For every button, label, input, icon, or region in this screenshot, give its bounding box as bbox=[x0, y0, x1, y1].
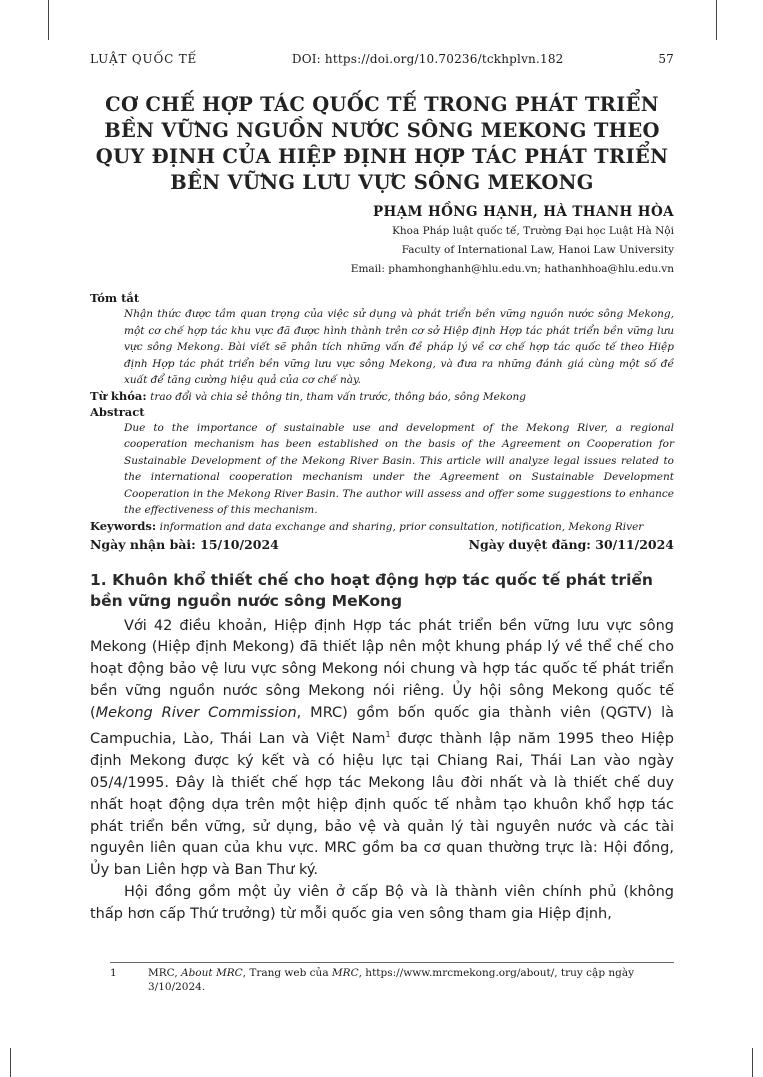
abstract-section bbox=[90, 291, 674, 552]
keywords-en bbox=[90, 519, 674, 535]
keywords-vi-label: Từ khóa: bbox=[90, 388, 147, 403]
crop-mark bbox=[716, 0, 717, 40]
footnote-italic: About MRC bbox=[181, 967, 243, 979]
affiliation-vi: Khoa Pháp luật quốc tế, Trường Đại học Luật Hà Nội bbox=[392, 225, 674, 237]
body-paragraph bbox=[90, 616, 674, 882]
paragraph-italic: Mekong River Commission bbox=[95, 704, 297, 721]
crop-mark bbox=[752, 1048, 753, 1077]
affiliation-en: Faculty of International Law, Hanoi Law University bbox=[401, 244, 674, 256]
affiliation bbox=[90, 222, 674, 279]
date-received: Ngày nhận bài: 15/10/2024 bbox=[90, 536, 279, 552]
running-header bbox=[90, 52, 674, 66]
article-title: CƠ CHẾ HỢP TÁC QUỐC TẾ TRONG PHÁT TRIỂN BỀN VỮNG NGUỒN NƯỚC SÔNG MEKONG THEO QUY ĐỊNH CỦA HIỆP ĐỊNH HỢP TÁC PHÁT TRIỂN BỀN VỮNG LƯU VỰC SÔNG MEKONG bbox=[95, 93, 669, 194]
paragraph-text: Với 42 điều khoản, Hiệp định Hợp tác phát triển bền vững lưu vực sông Mekong (Hiệp định Mekong) đã thiết lập nên một khung pháp lý về thể chế cho hoạt động bảo vệ lưu vực sông Mekong nói chung và hợp tác quốc tế phát triển bền vững nguồn nước sông Mekong nói riêng. Ủy hội sông Mekong quốc tế ( bbox=[90, 617, 674, 721]
footnote-italic: MRC bbox=[331, 967, 359, 979]
footnote-part: , Trang web của bbox=[242, 967, 332, 979]
page-number: 57 bbox=[658, 52, 674, 66]
authors: PHẠM HỒNG HẠNH, HÀ THANH HÒA bbox=[372, 204, 674, 220]
keywords-en-label: Keywords: bbox=[90, 518, 157, 533]
author-email[interactable]: Email: phamhonghanh@hlu.edu.vn; hathanhhoa@hlu.edu.vn bbox=[350, 263, 674, 275]
paragraph-text: , MRC) gồm bốn quốc gia thành viên (QGTV) là Campuchia, Lào, Thái Lan và Việt Nam bbox=[90, 704, 674, 748]
footnote-part: , https://www.mrcmekong.org/about/, truy cập ngày 3/10/2024. bbox=[148, 967, 635, 993]
keywords-en-text: information and data exchange and sharing, prior consultation, notification, Mekong River bbox=[159, 520, 644, 533]
keywords-vi-text: trao đổi và chia sẻ thông tin, tham vấn trước, thông báo, sông Mekong bbox=[150, 390, 526, 403]
article-page bbox=[90, 52, 674, 925]
crop-mark bbox=[10, 1048, 11, 1077]
abstract-vi-text: Nhận thức được tầm quan trọng của việc sử dụng và phát triển bền vững nguồn nước sông Mekong, một cơ chế hợp tác khu vực đã được hình thành trên cơ sở Hiệp định Hợp tác phát triển bền vững lưu vực sông Mekong. Bài viết sẽ phân tích những vấn đề pháp lý về cơ chế hợp tác quốc tế theo Hiệp định Hợp tác phát triển bền vững lưu vực sông Mekong, và đưa ra những đánh giá cùng một số đề xuất để tăng cường hiệu quả của cơ chế này. bbox=[124, 308, 674, 386]
body-text bbox=[90, 616, 674, 926]
footnote bbox=[110, 962, 674, 994]
paragraph-text: được thành lập năm 1995 theo Hiệp định Mekong được ký kết và có hiệu lực tại Chiang Rai, Thái Lan vào ngày 05/4/1995. Đây là thiết chế hợp tác Mekong lâu đời nhất và là thiết chế duy nhất hoạt động dựa trên một hiệp định quốc tế nhằm tạo khuôn khổ hợp tác phát triển bền vững, sử dụng, bảo vệ và quản lý tài nguyên nước và các tài nguyên liên quan của khu vực. MRC gồm ba cơ quan thường trực là: Hội đồng, Ủy ban Liên hợp và Ban Thư ký. bbox=[90, 731, 674, 879]
footnote-part: MRC, bbox=[148, 967, 181, 979]
abstract-en-label: Abstract bbox=[90, 404, 145, 419]
keywords-vi bbox=[90, 389, 674, 405]
footnote-text bbox=[148, 966, 674, 994]
date-accepted: Ngày duyệt đăng: 30/11/2024 bbox=[468, 536, 674, 552]
footnote-ref[interactable]: 1 bbox=[385, 730, 391, 740]
journal-section: LUẬT QUỐC TẾ bbox=[90, 52, 198, 66]
doi-link[interactable]: DOI: https://doi.org/10.70236/tckhplvn.182 bbox=[291, 52, 564, 66]
crop-mark bbox=[48, 0, 49, 40]
footnote-number: 1 bbox=[110, 967, 117, 979]
section-heading: 1. Khuôn khổ thiết chế cho hoạt động hợp tác quốc tế phát triển bền vững nguồn nước sông MeKong bbox=[90, 570, 653, 610]
abstract-en-text: Due to the importance of sustainable use and development of the Mekong River, a regional cooperation mechanism has been established on the basis of the Agreement on Cooperation for Sustainable Development of the Mekong River Basin. This article will analyze legal issues related to the international cooperation mechanism under the Agreement on Sustainable Development Cooperation in the Mekong River Basin. The author will assess and offer some suggestions to enhance the effectiveness of this mechanism. bbox=[124, 421, 674, 516]
abstract-vi-label: Tóm tắt bbox=[90, 291, 140, 305]
article-dates bbox=[90, 537, 674, 552]
body-paragraph: Hội đồng gồm một ủy viên ở cấp Bộ và là thành viên chính phủ (không thấp hơn cấp Thứ trưởng) từ mỗi quốc gia ven sông tham gia Hiệp định, bbox=[90, 883, 674, 922]
